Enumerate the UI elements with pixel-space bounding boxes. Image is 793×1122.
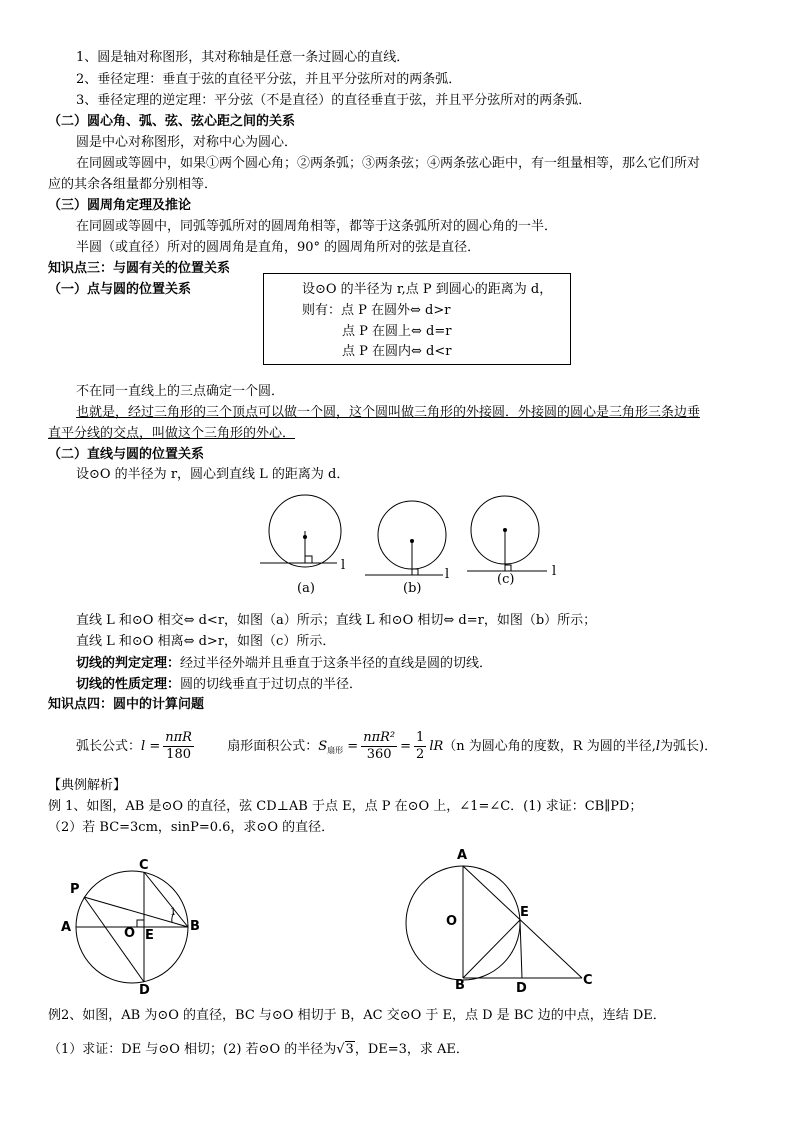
box-line-4: 点 P 在圆内⇔ d<r (342, 344, 452, 359)
arc-length-label: 弧长公式： (76, 739, 142, 754)
text-separate: 直线 L 和⊙O 相离⇔ d>r，如图（c）所示． (76, 634, 336, 649)
label-O: O (446, 914, 458, 929)
text-circumcircle: 也就是，经过三角形的三个顶点可以做一个圆，这个圆叫做三角形的外接圆．外接圆的圆心是三角形三条边垂 (76, 405, 701, 420)
formula-note: （n 为圆心角的度数，R 为圆的半径, (443, 739, 656, 754)
line-l-label: l (552, 564, 557, 579)
arc-denominator: 180 (166, 747, 191, 762)
text-semicircle: 半圆（或直径）所对的圆周角是直角，90° 的圆周角所对的弦是直径． (76, 240, 481, 255)
arc-symbol: l (655, 739, 660, 754)
segment-ac (463, 866, 582, 978)
sector-fraction (361, 730, 397, 763)
example-2-text-end: ，DE=3，求 AE． (354, 1042, 469, 1057)
text-center-symmetry: 圆是中心对称图形，对称中心为圆心． (76, 135, 298, 150)
label-A: A (61, 920, 72, 935)
arc-length-symbol: l (141, 739, 146, 754)
line-l-label: l (445, 567, 450, 582)
text-equal-circles: 在同圆或等圆中，如果①两个圆心角；②两条弧；③两条弦；④两条弦心距中，有一组量相等，那么它们所对 (76, 156, 701, 171)
label-E: E (520, 905, 529, 920)
sector-subscript: 扇形 (327, 746, 344, 755)
label-angle-1: 1 (170, 907, 177, 918)
tangent-property (76, 676, 362, 694)
heading-knowledge-3: 知识点三：与圆有关的位置关系 (48, 261, 231, 276)
heading-line-circle: （二）直线与圆的位置关系 (48, 447, 205, 462)
equals-sign: = (347, 739, 359, 754)
label-B: B (455, 978, 465, 993)
heading-point-circle: （一）点与圆的位置关系 (48, 282, 192, 297)
example-2-line-1: 例2、如图，AB 为⊙O 的直径，BC 与⊙O 相切于 B，AC 交⊙O 于 E，点 D 是 BC 边的中点，连结 DE． (48, 1008, 666, 1023)
label-O: O (124, 926, 136, 941)
label-B: B (190, 919, 200, 934)
half-numerator: 1 (416, 730, 425, 745)
example-2-text: （1）求证：DE 与⊙O 相切；(2) 若⊙O 的半径为 (48, 1042, 337, 1057)
equals-sign: = (149, 739, 161, 754)
fig-c-label: (c) (497, 572, 515, 587)
heading-inscribed-angle: （三）圆周角定理及推论 (48, 198, 192, 213)
box-line-3: 点 P 在圆上⇔ d=r (342, 324, 452, 339)
label-P: P (70, 882, 80, 897)
arc-numerator: nπR (165, 730, 192, 745)
text-radius-distance: 设⊙O 的半径为 r，圆心到直线 L 的距离为 d． (76, 467, 350, 482)
lR-symbol: lR (429, 739, 444, 754)
tangent-criterion-text: 经过半径外端并且垂直于这条半径的直线是圆的切线． (180, 656, 493, 671)
sector-numerator: nπR² (363, 730, 396, 745)
heading-knowledge-4: 知识点四：圆中的计算问题 (48, 697, 205, 712)
label-A: A (457, 848, 468, 863)
property-3: 3、垂径定理的逆定理：平分弦（不是直径）的直径垂直于弦，并且平分弦所对的两条弧． (76, 93, 592, 108)
text-circumcenter: 直平分线的交点，叫做这个三角形的外心． (48, 426, 296, 441)
line-l-label: l (341, 558, 346, 573)
equals-sign: = (400, 739, 412, 754)
box-line-2: 则有：点 P 在圆外⇔ d>r (302, 303, 451, 318)
label-C: C (139, 858, 149, 873)
fig-a-label: (a) (297, 581, 315, 596)
example-2-line-2 (48, 1041, 469, 1059)
tangent-criterion (76, 655, 492, 673)
sqrt-3: √3 (336, 1042, 354, 1057)
formula-note-end: 为弧长)． (660, 739, 718, 754)
example-1-line-2: （2）若 BC=3cm，sinP=0.6，求⊙O 的直径． (48, 820, 335, 835)
property-2: 2、垂径定理：垂直于弦的直径平分弦，并且平分弦所对的两条弧． (76, 72, 462, 87)
label-C: C (583, 973, 593, 988)
sector-denominator: 360 (366, 747, 392, 762)
fig-b-label: (b) (403, 581, 422, 596)
segment-be (463, 920, 520, 978)
sector-symbol: S (318, 739, 328, 754)
text-equal-circles-cont: 应的其余各组量都分别相等． (48, 177, 218, 192)
property-1: 1、圆是轴对称图形，其对称轴是任意一条过圆心的直线． (76, 50, 410, 65)
label-D: D (139, 983, 150, 998)
formula-line (76, 730, 717, 768)
half-denominator: 2 (416, 747, 425, 762)
tangent-criterion-title: 切线的判定定理： (76, 656, 181, 671)
box-line-1: 设⊙O 的半径为 r,点 P 到圆心的距离为 d， (302, 282, 553, 297)
segment-de (520, 920, 522, 978)
arc-fraction (163, 730, 194, 763)
text-three-points: 不在同一直线上的三点确定一个圆． (76, 384, 285, 399)
label-E: E (145, 928, 154, 943)
tangent-property-text: 圆的切线垂直于过切点的半径． (180, 677, 363, 692)
half-fraction (414, 730, 426, 763)
text-intersect-tangent: 直线 L 和⊙O 相交⇔ d<r，如图（a）所示；直线 L 和⊙O 相切⇔ d=r，如图（b）所示； (76, 613, 597, 628)
heading-examples: 【典例解析】 (48, 778, 127, 793)
heading-central-angle: （二）圆心角、弧、弦、弦心距之间的关系 (48, 114, 296, 129)
tangent-property-title: 切线的性质定理： (76, 677, 181, 692)
text-inscribed-angle: 在同圆或等圆中，同弧等弧所对的圆周角相等，都等于这条弧所对的圆心角的一半． (76, 219, 558, 234)
segment-cb (144, 872, 188, 927)
sector-area-label: 扇形面积公式： (227, 739, 319, 754)
label-D: D (516, 981, 527, 996)
example-1-line-1: 例 1、如图，AB 是⊙O 的直径，弦 CD⊥AB 于点 E，点 P 在⊙O 上，∠1=∠C．(1) 求证：CB∥PD； (48, 799, 643, 814)
sqrt-radicand: 3 (345, 1042, 354, 1057)
example-2-figure (400, 855, 600, 995)
